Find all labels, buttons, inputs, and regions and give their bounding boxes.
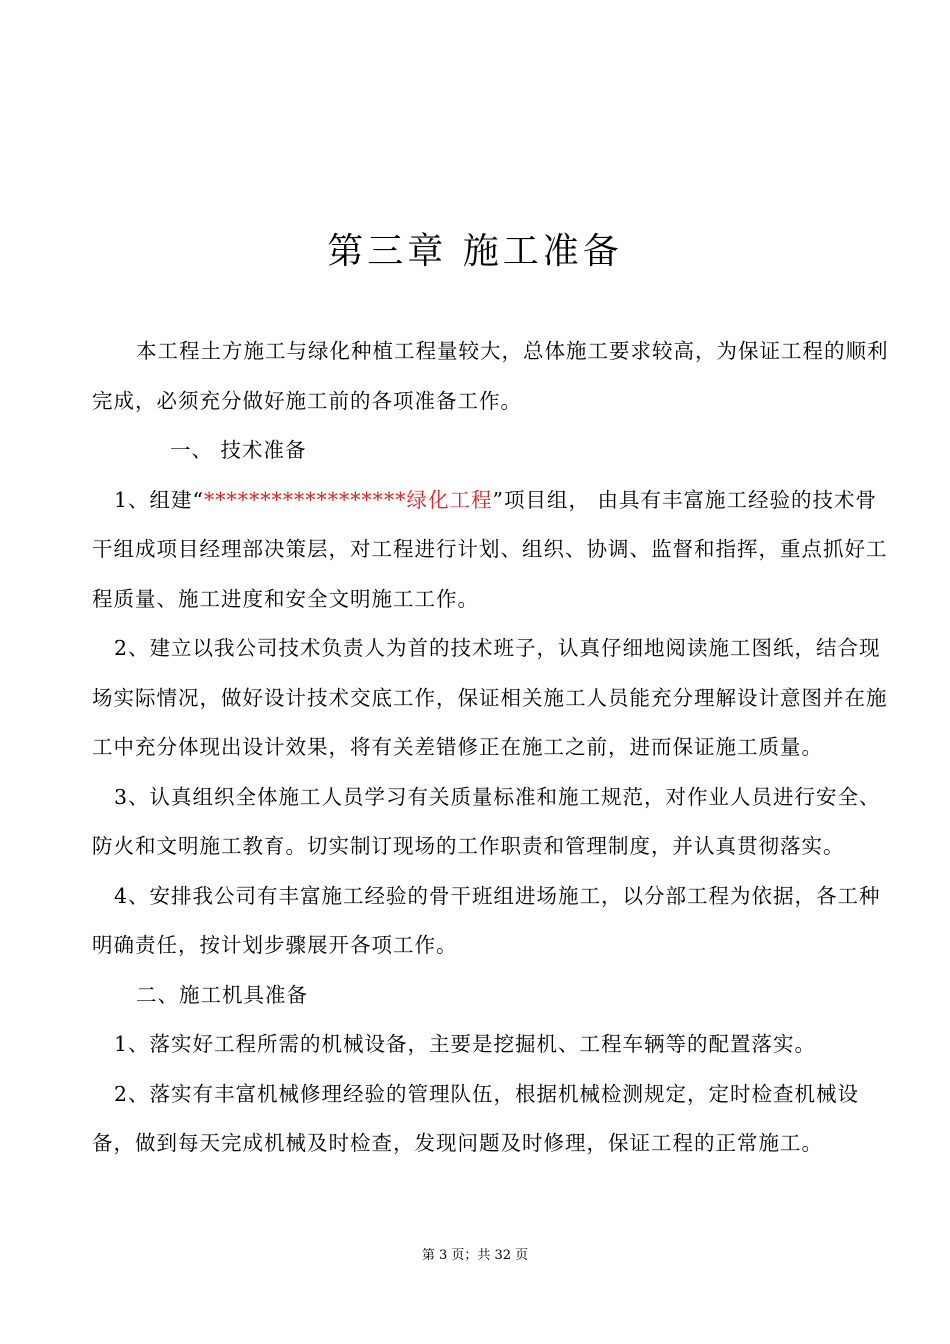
list-item-1-suffix: ”项目组， 由具有丰富施工经验的技术骨干组成项目经理部决策层，对工程进行计划、组织、协调、监督和指挥，重点抓好工程质量、施工进度和安全文明施工工作。 [92, 487, 888, 611]
page-footer: 第 3 页；共 32 页 [421, 1248, 529, 1263]
section-heading-technical: 一、 技术准备 [170, 438, 307, 462]
document-body [92, 327, 892, 1169]
list-item-2: 2、建立以我公司技术负责人为首的技术班子，认真仔细地阅读施工图纸，结合现场实际情况，做好设计技术交底工作，保证相关施工人员能充分理解设计意图并在施工中充分体现出设计效果，将有关差错修正在施工之前，进而保证施工质量。 [92, 636, 888, 759]
section-heading-machinery: 二、施工机具准备 [136, 982, 308, 1007]
list-item-6: 2、落实有丰富机械修理经验的管理队伍，根据机械检测规定，定时检查机械设备，做到每天完成机械及时检查，发现问题及时修理，保证工程的正常施工。 [92, 1081, 860, 1155]
chapter-title: 第三章 施工准备 [327, 231, 623, 272]
list-item-1-prefix: 1、组建“ [114, 487, 205, 512]
project-name-highlight: ******************绿化工程 [204, 487, 493, 512]
list-item-3: 3、认真组织全体施工人员学习有关质量标准和施工规范，对作业人员进行安全、防火和文明施工教育。切实制订现场的工作职责和管理制度，并认真贯彻落实。 [92, 784, 881, 858]
list-item-4: 4、安排我公司有丰富施工经验的骨干班组进场施工，以分部工程为依据，各工种明确责任，按计划步骤展开各项工作。 [92, 883, 881, 957]
list-item-5: 1、落实好工程所需的机械设备，主要是挖掘机、工程车辆等的配置落实。 [114, 1032, 817, 1056]
intro-paragraph: 本工程土方施工与绿化种植工程量较大，总体施工要求较高，为保证工程的顺利完成，必须充分做好施工前的各项准备工作。 [92, 339, 889, 413]
list-item-1 [92, 476, 892, 625]
